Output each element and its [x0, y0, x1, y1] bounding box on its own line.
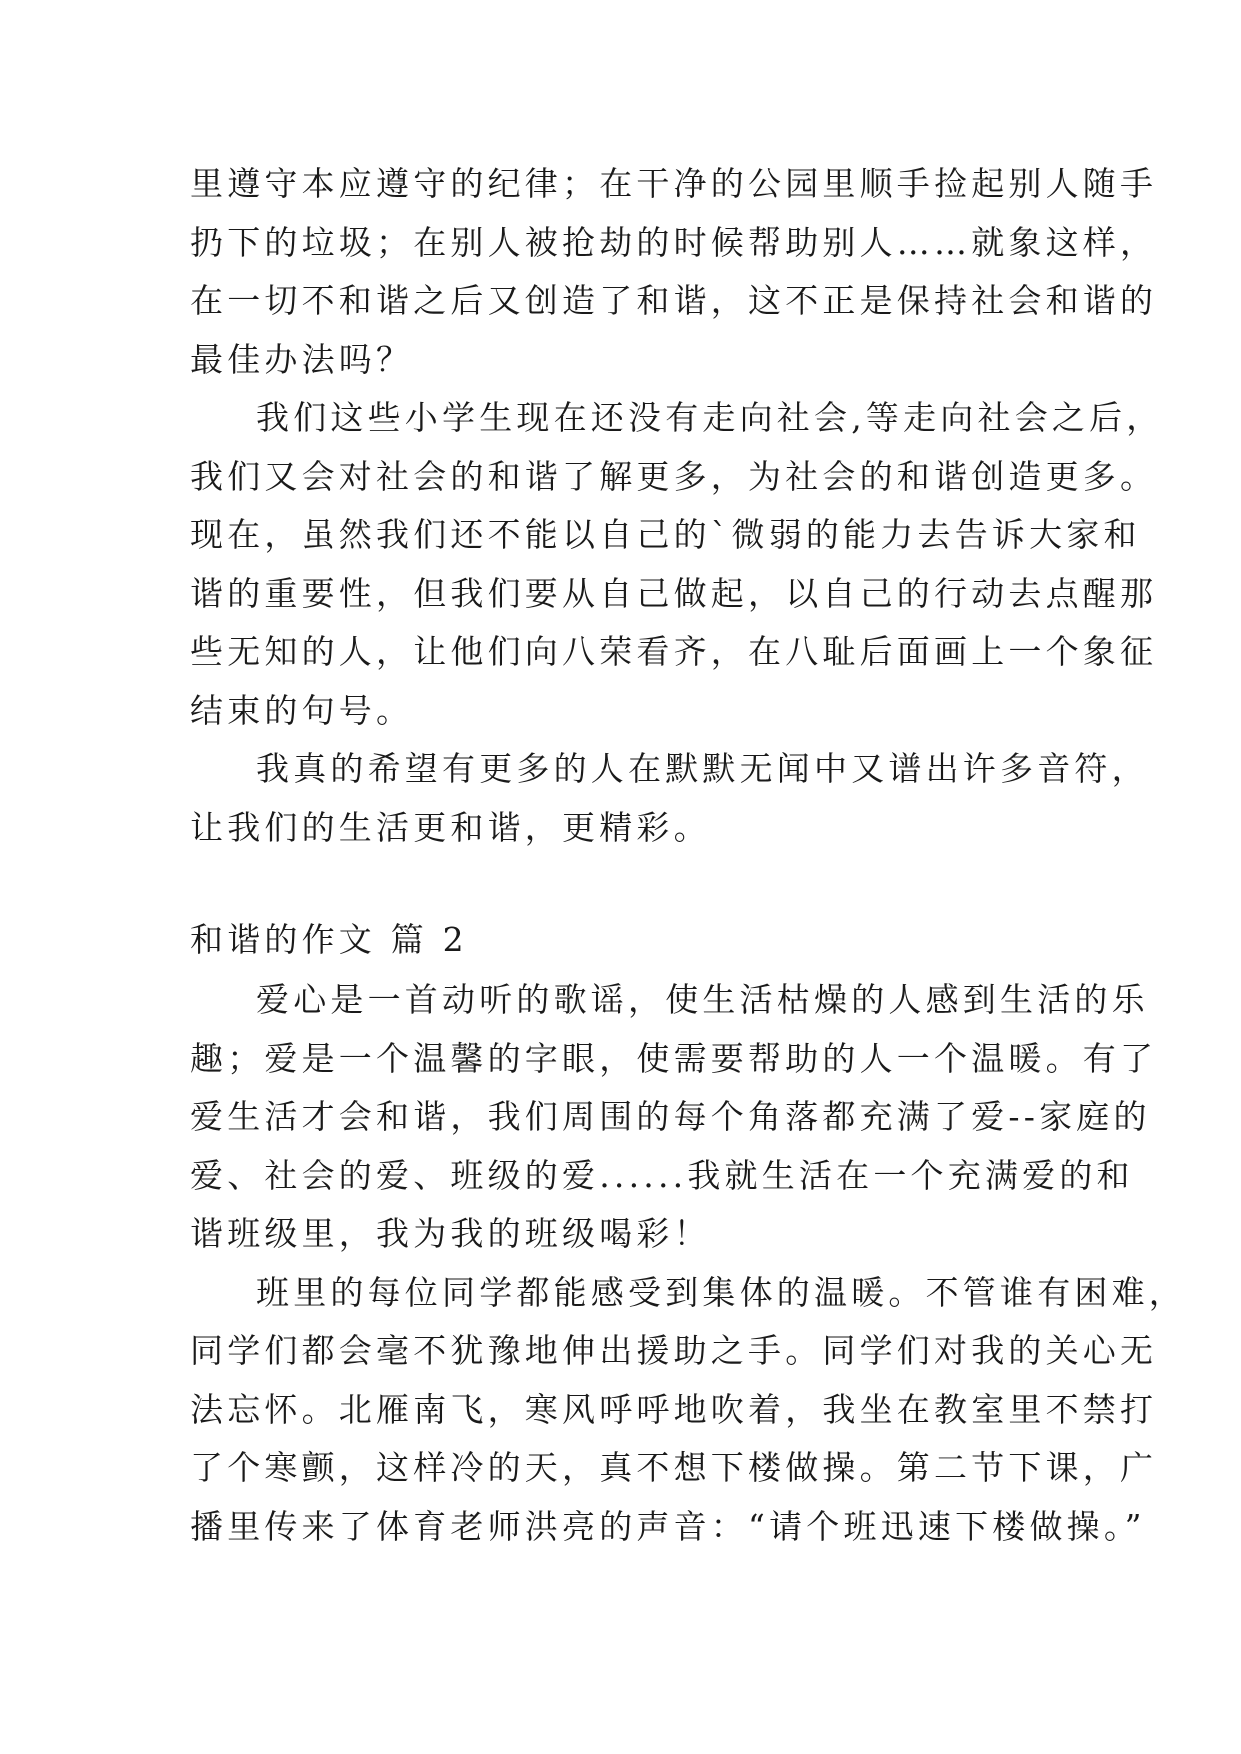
text-line: 同学们都会毫不犹豫地伸出援助之手。同学们对我的关心无	[190, 1331, 1158, 1370]
text-line: 我们又会对社会的和谐了解更多，为社会的和谐创造更多。	[190, 457, 1158, 496]
text-line: 爱生活才会和谐，我们周围的每个角落都充满了爱--家庭的	[190, 1097, 1151, 1136]
text-line: 里遵守本应遵守的纪律；在干净的公园里顺手捡起别人随手	[190, 164, 1158, 203]
text-line: 结束的句号。	[190, 691, 414, 730]
text-line: 现在，虽然我们还不能以自己的`微弱的能力去告诉大家和	[190, 515, 1141, 554]
text-line: 些无知的人，让他们向八荣看齐，在八耻后面画上一个象征	[190, 632, 1158, 671]
text-line: 趣；爱是一个温馨的字眼，使需要帮助的人一个温暖。有了	[190, 1039, 1158, 1078]
text-line: 我真的希望有更多的人在默默无闻中又谱出许多音符，	[256, 749, 1149, 788]
text-line: 让我们的生活更和谐，更精彩。	[190, 808, 711, 847]
text-line: 法忘怀。北雁南飞，寒风呼呼地吹着，我坐在教室里不禁打	[190, 1390, 1158, 1429]
text-line: 我们这些小学生现在还没有走向社会,等走向社会之后，	[256, 398, 1164, 437]
text-line: 班里的每位同学都能感受到集体的温暖。不管谁有困难，	[256, 1273, 1186, 1312]
text-line: 播里传来了体育老师洪亮的声音：“请个班迅速下楼做操。”	[190, 1507, 1146, 1546]
section-heading: 和谐的作文 篇 2	[190, 920, 468, 959]
text-line: 在一切不和谐之后又创造了和谐，这不正是保持社会和谐的	[190, 281, 1158, 320]
text-line: 最佳办法吗？	[190, 340, 414, 379]
text-line: 谐的重要性，但我们要从自己做起，以自己的行动去点醒那	[190, 574, 1158, 613]
text-line: 谐班级里，我为我的班级喝彩！	[190, 1214, 711, 1253]
text-line: 了个寒颤，这样冷的天，真不想下楼做操。第二节下课，广	[190, 1448, 1158, 1487]
text-line: 爱心是一首动听的歌谣，使生活枯燥的人感到生活的乐	[256, 980, 1149, 1019]
text-line: 爱、社会的爱、班级的爱......我就生活在一个充满爱的和	[190, 1156, 1134, 1195]
text-line: 扔下的垃圾；在别人被抢劫的时候帮助别人……就象这样，	[190, 223, 1158, 262]
